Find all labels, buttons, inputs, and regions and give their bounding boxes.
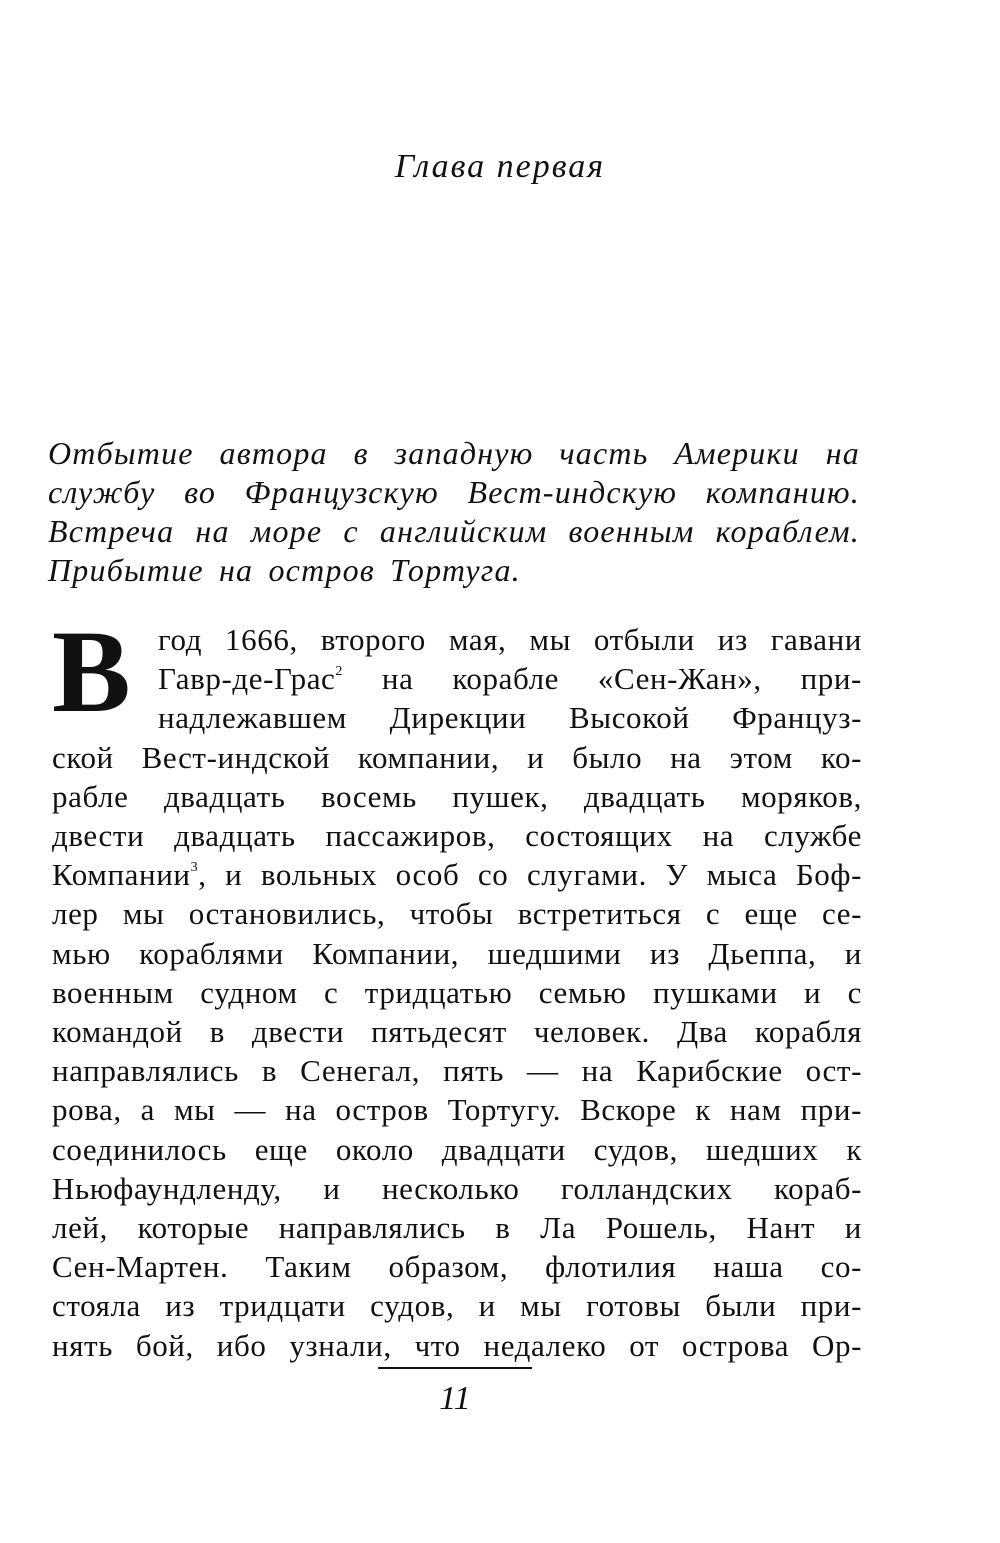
summary-line: Встреча на море с английским военным кораблем. — [48, 513, 860, 549]
chapter-title: Глава первая — [394, 148, 606, 185]
summary-line: службу во Французскую Вест-индскую компанию. — [48, 474, 860, 510]
text-line: военным судном с тридцатью семью пушками и с — [52, 974, 862, 1010]
text-line: лей, которые направлялись в Ла Рошель, Нант и — [52, 1210, 862, 1246]
chapter-summary — [48, 434, 860, 590]
text-line: мью кораблями Компании, шедшими из Дьеппа, и — [52, 935, 862, 971]
summary-line: Прибытие на остров Тортуга. — [48, 552, 521, 588]
text-line: стояла из тридцати судов, и мы готовы были при- — [52, 1288, 862, 1324]
page-number: 11 — [439, 1380, 471, 1417]
footer-rule — [378, 1367, 532, 1369]
text-line — [52, 855, 862, 894]
text-fragment: Компании — [52, 857, 191, 893]
text-line: командой в двести пятьдесят человек. Два корабля — [52, 1014, 862, 1050]
text-fragment: на корабле «Сен-Жан», при- — [381, 661, 862, 697]
text-line — [158, 659, 862, 698]
summary-line: Отбытие автора в западную часть Америки на — [48, 435, 860, 471]
drop-cap: В — [52, 606, 131, 737]
text-line: Сен-Мартен. Таким образом, флотилия наша со- — [52, 1249, 862, 1285]
body-text — [52, 606, 862, 1365]
text-line: надлежавшем Дирекции Высокой Француз- — [158, 700, 862, 736]
text-line: двести двадцать пассажиров, состоящих на службе — [52, 818, 862, 854]
text-line: ской Вест-индской компании, и было на этом ко- — [52, 739, 862, 775]
text-line: рабле двадцать восемь пушек, двадцать моряков, — [52, 778, 862, 814]
footnote-marker: 3 — [190, 860, 199, 876]
text-line: соединилось еще около двадцати судов, шедших к — [52, 1131, 862, 1167]
text-line: лер мы остановились, чтобы встретиться с еще се- — [52, 896, 862, 932]
text-line: Ньюфаундленду, и несколько голландских кораб- — [52, 1170, 862, 1206]
text-line: рова, а мы — на остров Тортугу. Вскоре к нам при- — [52, 1092, 862, 1128]
text-line: направлялись в Сенегал, пять — на Карибские ост- — [52, 1053, 862, 1089]
text-line: нять бой, ибо узнали, что недалеко от острова Ор- — [52, 1327, 862, 1363]
text-fragment: Гавр-де-Грас — [158, 661, 336, 697]
footnote-marker: 2 — [335, 664, 344, 680]
text-line: год 1666, второго мая, мы отбыли из гавани — [158, 622, 862, 657]
text-fragment: , и вольных особ со слугами. У мыса Боф- — [198, 857, 862, 893]
